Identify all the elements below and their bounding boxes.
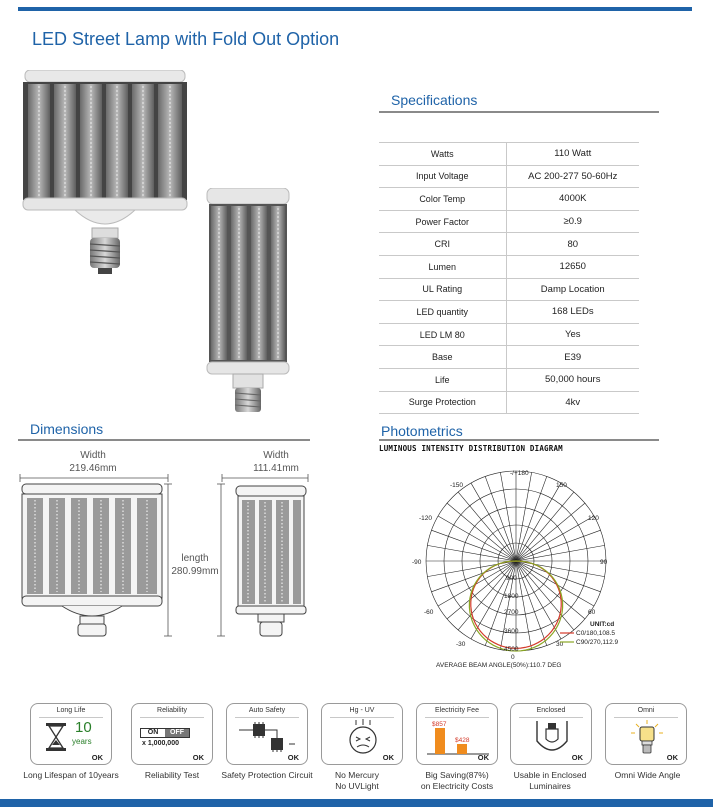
ring-label: 1800: [504, 593, 519, 600]
feature-auto-safety: [226, 703, 308, 765]
spec-row: [379, 346, 639, 369]
feature-enclosed: [510, 703, 592, 765]
feature-caption-reliability: Reliability Test: [144, 770, 200, 780]
photometrics-rule: [379, 439, 659, 441]
dimensions-title: Dimensions: [30, 421, 104, 437]
length-value: 280.99mm: [171, 566, 219, 577]
bar1-label: $857: [432, 721, 447, 728]
beam-angle-text: AVERAGE BEAM ANGLE(50%):110.7 DEG: [436, 662, 562, 669]
caption-line: Omni Wide Angle: [614, 770, 681, 780]
angle-label-l60: -60: [424, 609, 434, 616]
caption-line: Usable in Enclosed: [513, 770, 587, 780]
feature-caption-hg-uv: [312, 770, 402, 792]
caption-line: No Mercury: [335, 770, 379, 780]
feature-title: Long Life: [56, 707, 86, 714]
width-closed-label: Width: [263, 450, 289, 461]
feature-caption-omni: [600, 770, 695, 781]
ok-badge: OK: [192, 753, 204, 762]
spec-value: 4kv: [506, 391, 639, 414]
spec-value: Damp Location: [506, 278, 639, 301]
angle-label-l90: -90: [412, 559, 422, 566]
spec-label: CRI: [379, 233, 506, 256]
angle-label-l30: -30: [456, 641, 466, 648]
spec-label: UL Rating: [379, 278, 506, 301]
feature-caption-long-life: Long Lifespan of 10years: [23, 770, 119, 780]
long-life-unit: years: [72, 737, 92, 746]
ok-badge: OK: [571, 753, 583, 762]
photometrics-diagram-title: LUMINOUS INTENSITY DISTRIBUTION DIAGRAM: [379, 444, 563, 453]
spec-label: Power Factor: [379, 210, 506, 233]
angle-label-r60: 60: [588, 609, 596, 616]
spec-value: 4000K: [506, 188, 639, 211]
caption-line: on Electricity Costs: [420, 781, 494, 791]
feature-reliability: [131, 703, 213, 765]
bar-chart-icon: [425, 718, 491, 756]
unit-label: UNIT:cd: [590, 621, 615, 628]
length-label: length: [181, 553, 209, 564]
angle-label-r30: 30: [556, 641, 564, 648]
spec-label: Surge Protection: [379, 391, 506, 414]
switch-on-label: ON: [141, 729, 165, 737]
spec-value: ≥0.9: [506, 210, 639, 233]
reliability-count: x 1,000,000: [142, 740, 179, 747]
feature-title: Reliability: [157, 707, 187, 714]
spec-row: [379, 188, 639, 211]
spec-label: Base: [379, 346, 506, 369]
spec-label: Color Temp: [379, 188, 506, 211]
bar2-label: $428: [455, 737, 470, 744]
width-closed-value: 111.41mm: [253, 463, 299, 474]
feature-caption-auto-safety: Safety Protection Circuit: [221, 770, 313, 780]
hourglass-icon: [45, 722, 67, 752]
spec-value: Yes: [506, 323, 639, 346]
spec-row: [379, 233, 639, 256]
width-open-label: Width: [80, 450, 106, 461]
spec-row: [379, 255, 639, 278]
angle-label-r90: 90: [600, 559, 608, 566]
spec-label: Life: [379, 368, 506, 391]
long-life-number: 10: [75, 719, 92, 736]
top-accent-bar: [18, 7, 692, 11]
spec-row: [379, 323, 639, 346]
spec-value: 110 Watt: [506, 143, 639, 166]
angle-label-r120: 120: [588, 515, 599, 522]
ring-label: 4500: [504, 646, 519, 653]
specifications-rule: [379, 111, 659, 113]
feature-caption-electricity: [402, 770, 512, 792]
omni-bulb-icon: [628, 719, 666, 757]
product-photo-closed: [203, 188, 293, 418]
spec-label: Input Voltage: [379, 165, 506, 188]
feature-omni: [605, 703, 687, 765]
spec-row: [379, 301, 639, 324]
photometrics-title: Photometrics: [381, 423, 463, 439]
spec-value: 80: [506, 233, 639, 256]
page-title: LED Street Lamp with Fold Out Option: [32, 29, 340, 49]
dimension-drawing: [18, 470, 318, 660]
ok-badge: OK: [382, 753, 394, 762]
switch-off-label: OFF: [165, 729, 189, 737]
ok-badge: OK: [91, 753, 103, 762]
ok-badge: OK: [477, 753, 489, 762]
feature-electricity-fee: [416, 703, 498, 765]
angle-label-l120: -120: [419, 515, 433, 522]
angle-label-top: -/+180: [510, 470, 529, 477]
legend-c0: C0/180,108.5: [576, 630, 616, 637]
caption-line: Luminaires: [529, 781, 571, 791]
feature-title: Omni: [637, 707, 655, 714]
no-mercury-icon: [344, 718, 382, 756]
feature-title: Hg - UV: [349, 707, 375, 714]
feature-long-life: [30, 703, 112, 765]
spec-label: Watts: [379, 143, 506, 166]
spec-value: AC 200-277 50-60Hz: [506, 165, 639, 188]
specifications-table: [379, 142, 639, 414]
spec-label: LED quantity: [379, 301, 506, 324]
dimensions-rule: [18, 439, 310, 441]
switch-icon: [140, 728, 190, 738]
product-photo-open: [20, 70, 190, 280]
spec-row: [379, 391, 639, 414]
feature-caption-enclosed: [500, 770, 600, 792]
bottom-accent-bar: [0, 799, 713, 807]
width-open-value: 219.46mm: [69, 463, 117, 474]
spec-row: [379, 278, 639, 301]
angle-label-bottom: 0: [511, 654, 515, 661]
spec-value: 12650: [506, 255, 639, 278]
feature-title: Electricity Fee: [435, 707, 479, 714]
ok-badge: OK: [287, 753, 299, 762]
circuit-icon: [237, 720, 297, 754]
spec-row: [379, 210, 639, 233]
ok-badge: OK: [666, 753, 678, 762]
polar-diagram: [400, 462, 640, 672]
spec-label: LED LM 80: [379, 323, 506, 346]
feature-title: Auto Safety: [248, 707, 286, 714]
legend-c90: C90/270,112.9: [576, 639, 619, 646]
spec-value: E39: [506, 346, 639, 369]
spec-value: 50,000 hours: [506, 368, 639, 391]
spec-row: [379, 143, 639, 166]
enclosed-lamp-icon: [533, 719, 571, 757]
specifications-title: Specifications: [391, 92, 478, 108]
ring-label: 2700: [504, 609, 519, 616]
spec-row: [379, 368, 639, 391]
spec-row: [379, 165, 639, 188]
caption-line: No UVLight: [335, 781, 379, 791]
ring-label: 3600: [504, 628, 519, 635]
ring-label: 900: [506, 575, 517, 582]
spec-value: 168 LEDs: [506, 301, 639, 324]
spec-label: Lumen: [379, 255, 506, 278]
feature-title: Enclosed: [536, 707, 566, 714]
feature-hg-uv: [321, 703, 403, 765]
caption-line: Big Saving(87%): [425, 770, 489, 780]
angle-label-r150: 150: [556, 482, 567, 489]
angle-label-l150: -150: [450, 482, 464, 489]
